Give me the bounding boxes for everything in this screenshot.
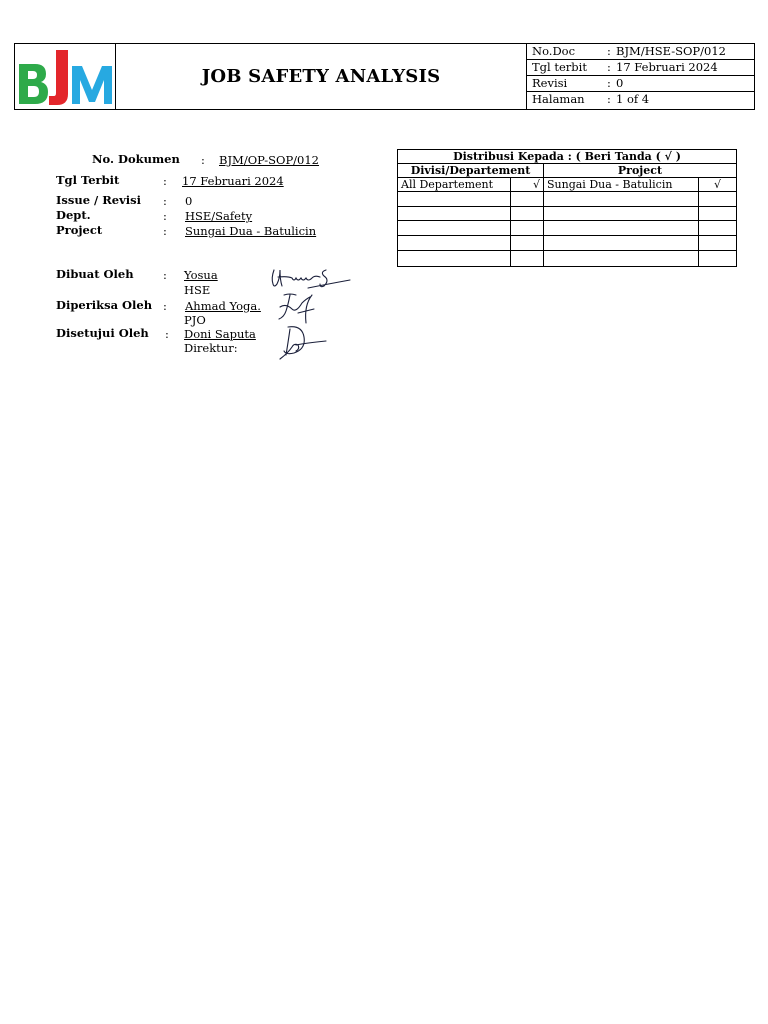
colon: : [165,327,169,341]
empty-cell [699,221,737,236]
division-check: √ [511,178,544,192]
project-cell: Sungai Dua - Batulicin [544,178,699,192]
no-dokumen-label: No. Dokumen [92,152,180,166]
disetujui-oleh-label: Disetujui Oleh [56,326,149,340]
col-division-header: Divisi/Departement [398,164,544,178]
project-check: √ [699,178,737,192]
title-cell [116,44,527,109]
diperiksa-oleh-role: PJO [184,313,206,327]
empty-cell [544,207,699,221]
diperiksa-oleh-label: Diperiksa Oleh [56,298,153,312]
empty-cell [699,236,737,251]
empty-cell [398,221,511,236]
dept-value: HSE/Safety [185,209,253,223]
table-row [398,207,737,221]
no-dokumen-value: BJM/OP-SOP/012 [219,153,320,167]
project-value: Sungai Dua - Batulicin [185,224,317,238]
colon: : [163,268,167,282]
distribution-header-row [398,164,737,178]
empty-cell [699,207,737,221]
distribution-table [397,149,737,267]
logo-cell [15,44,116,109]
empty-cell [398,251,511,267]
empty-cell [511,221,544,236]
tgl-terbit-label: Tgl Terbit [56,173,120,187]
division-cell: All Departement [398,178,511,192]
signature-yosua [268,264,352,294]
dept-label: Dept. [56,208,91,222]
table-row [398,221,737,236]
issue-revisi-label: Issue / Revisi [56,193,141,207]
dibuat-oleh-role: HSE [184,283,211,297]
issue-revisi-value: 0 [185,194,193,208]
dibuat-oleh-name: Yosua [184,268,218,282]
disetujui-oleh-name: Doni Saputa [184,327,256,341]
table-row [398,236,737,251]
empty-cell [699,192,737,207]
distribution-title-row [398,150,737,164]
meta-row-nodoc: No.Doc : BJM/HSE-SOP/012 [527,44,754,60]
project-label: Project [56,223,103,237]
document-title: JOB SAFETY ANALYSIS [201,66,441,87]
tgl-terbit-value: 17 Februari 2024 [182,174,284,188]
empty-cell [544,192,699,207]
company-logo [17,50,114,106]
colon: : [201,153,205,167]
document-meta [527,44,754,109]
col-project-header: Project [544,164,737,178]
empty-cell [398,192,511,207]
disetujui-oleh-role: Direktur: [184,341,238,355]
table-row [398,192,737,207]
table-row [398,251,737,267]
table-row [398,178,737,192]
signature-doni-saputa [276,325,328,361]
empty-cell [544,251,699,267]
empty-cell [544,236,699,251]
colon: : [163,299,167,313]
signature-ahmad-yoga [276,291,320,325]
dibuat-oleh-label: Dibuat Oleh [56,267,134,281]
colon: : [163,224,167,238]
document-header [14,43,755,110]
empty-cell [511,236,544,251]
colon: : [163,209,167,223]
empty-cell [398,236,511,251]
colon: : [163,174,167,188]
meta-row-halaman: Halaman : 1 of 4 [532,92,650,106]
meta-row-revisi: Revisi : 0 [527,76,754,92]
empty-cell [511,207,544,221]
empty-cell [511,251,544,267]
empty-cell [544,221,699,236]
empty-cell [398,207,511,221]
empty-cell [699,251,737,267]
meta-row-tgl-terbit: Tgl terbit : 17 Februari 2024 [527,60,754,76]
diperiksa-oleh-name: Ahmad Yoga. [185,299,261,313]
colon: : [163,194,167,208]
distribution-title: Distribusi Kepada : ( Beri Tanda ( √ ) [398,150,737,164]
empty-cell [511,192,544,207]
